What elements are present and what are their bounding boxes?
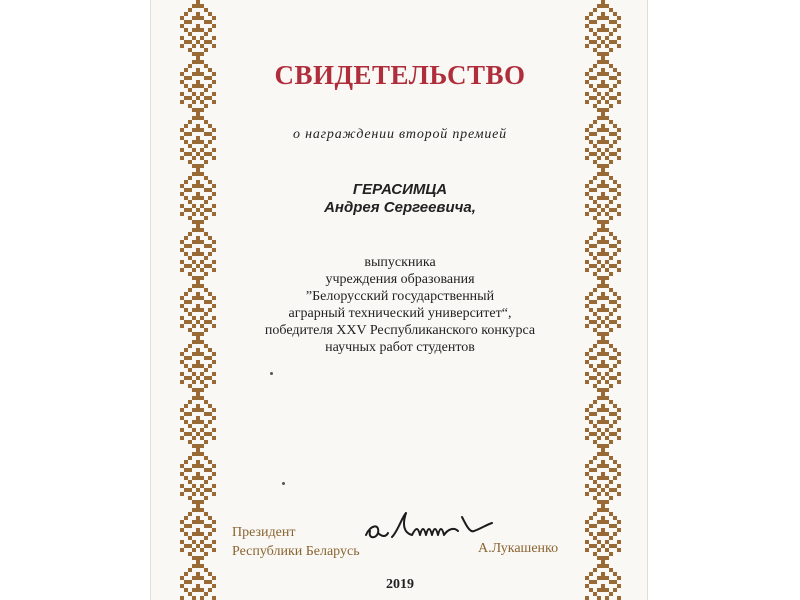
body-line: аграрный технический университет“, <box>288 306 512 321</box>
body-line: научных работ студентов <box>325 340 475 355</box>
signatory-position-line2: Республики Беларусь <box>232 544 360 559</box>
paper-speck <box>282 482 285 485</box>
signatory-position-line1: Президент <box>232 525 296 540</box>
certificate-year: 2019 <box>386 577 414 592</box>
certificate-title: СВИДЕТЕЛЬСТВО <box>274 60 526 90</box>
signatory-name: А.Лукашенко <box>478 541 559 556</box>
recipient-given-names: Андрея Сергеевича, <box>324 199 476 216</box>
body-line: учреждения образования <box>325 272 475 287</box>
certificate-body <box>200 254 600 356</box>
body-line: победителя XXV Республиканского конкурса <box>264 323 536 338</box>
signatory-position <box>232 523 360 561</box>
award-subtitle: о награждении второй премией <box>293 127 507 142</box>
body-line: выпускника <box>364 255 436 270</box>
recipient-name <box>200 181 600 217</box>
paper-speck <box>270 372 273 375</box>
recipient-surname: ГЕРАСИМЦА <box>352 181 448 198</box>
body-line: ”Белорусский государственный <box>305 289 495 304</box>
